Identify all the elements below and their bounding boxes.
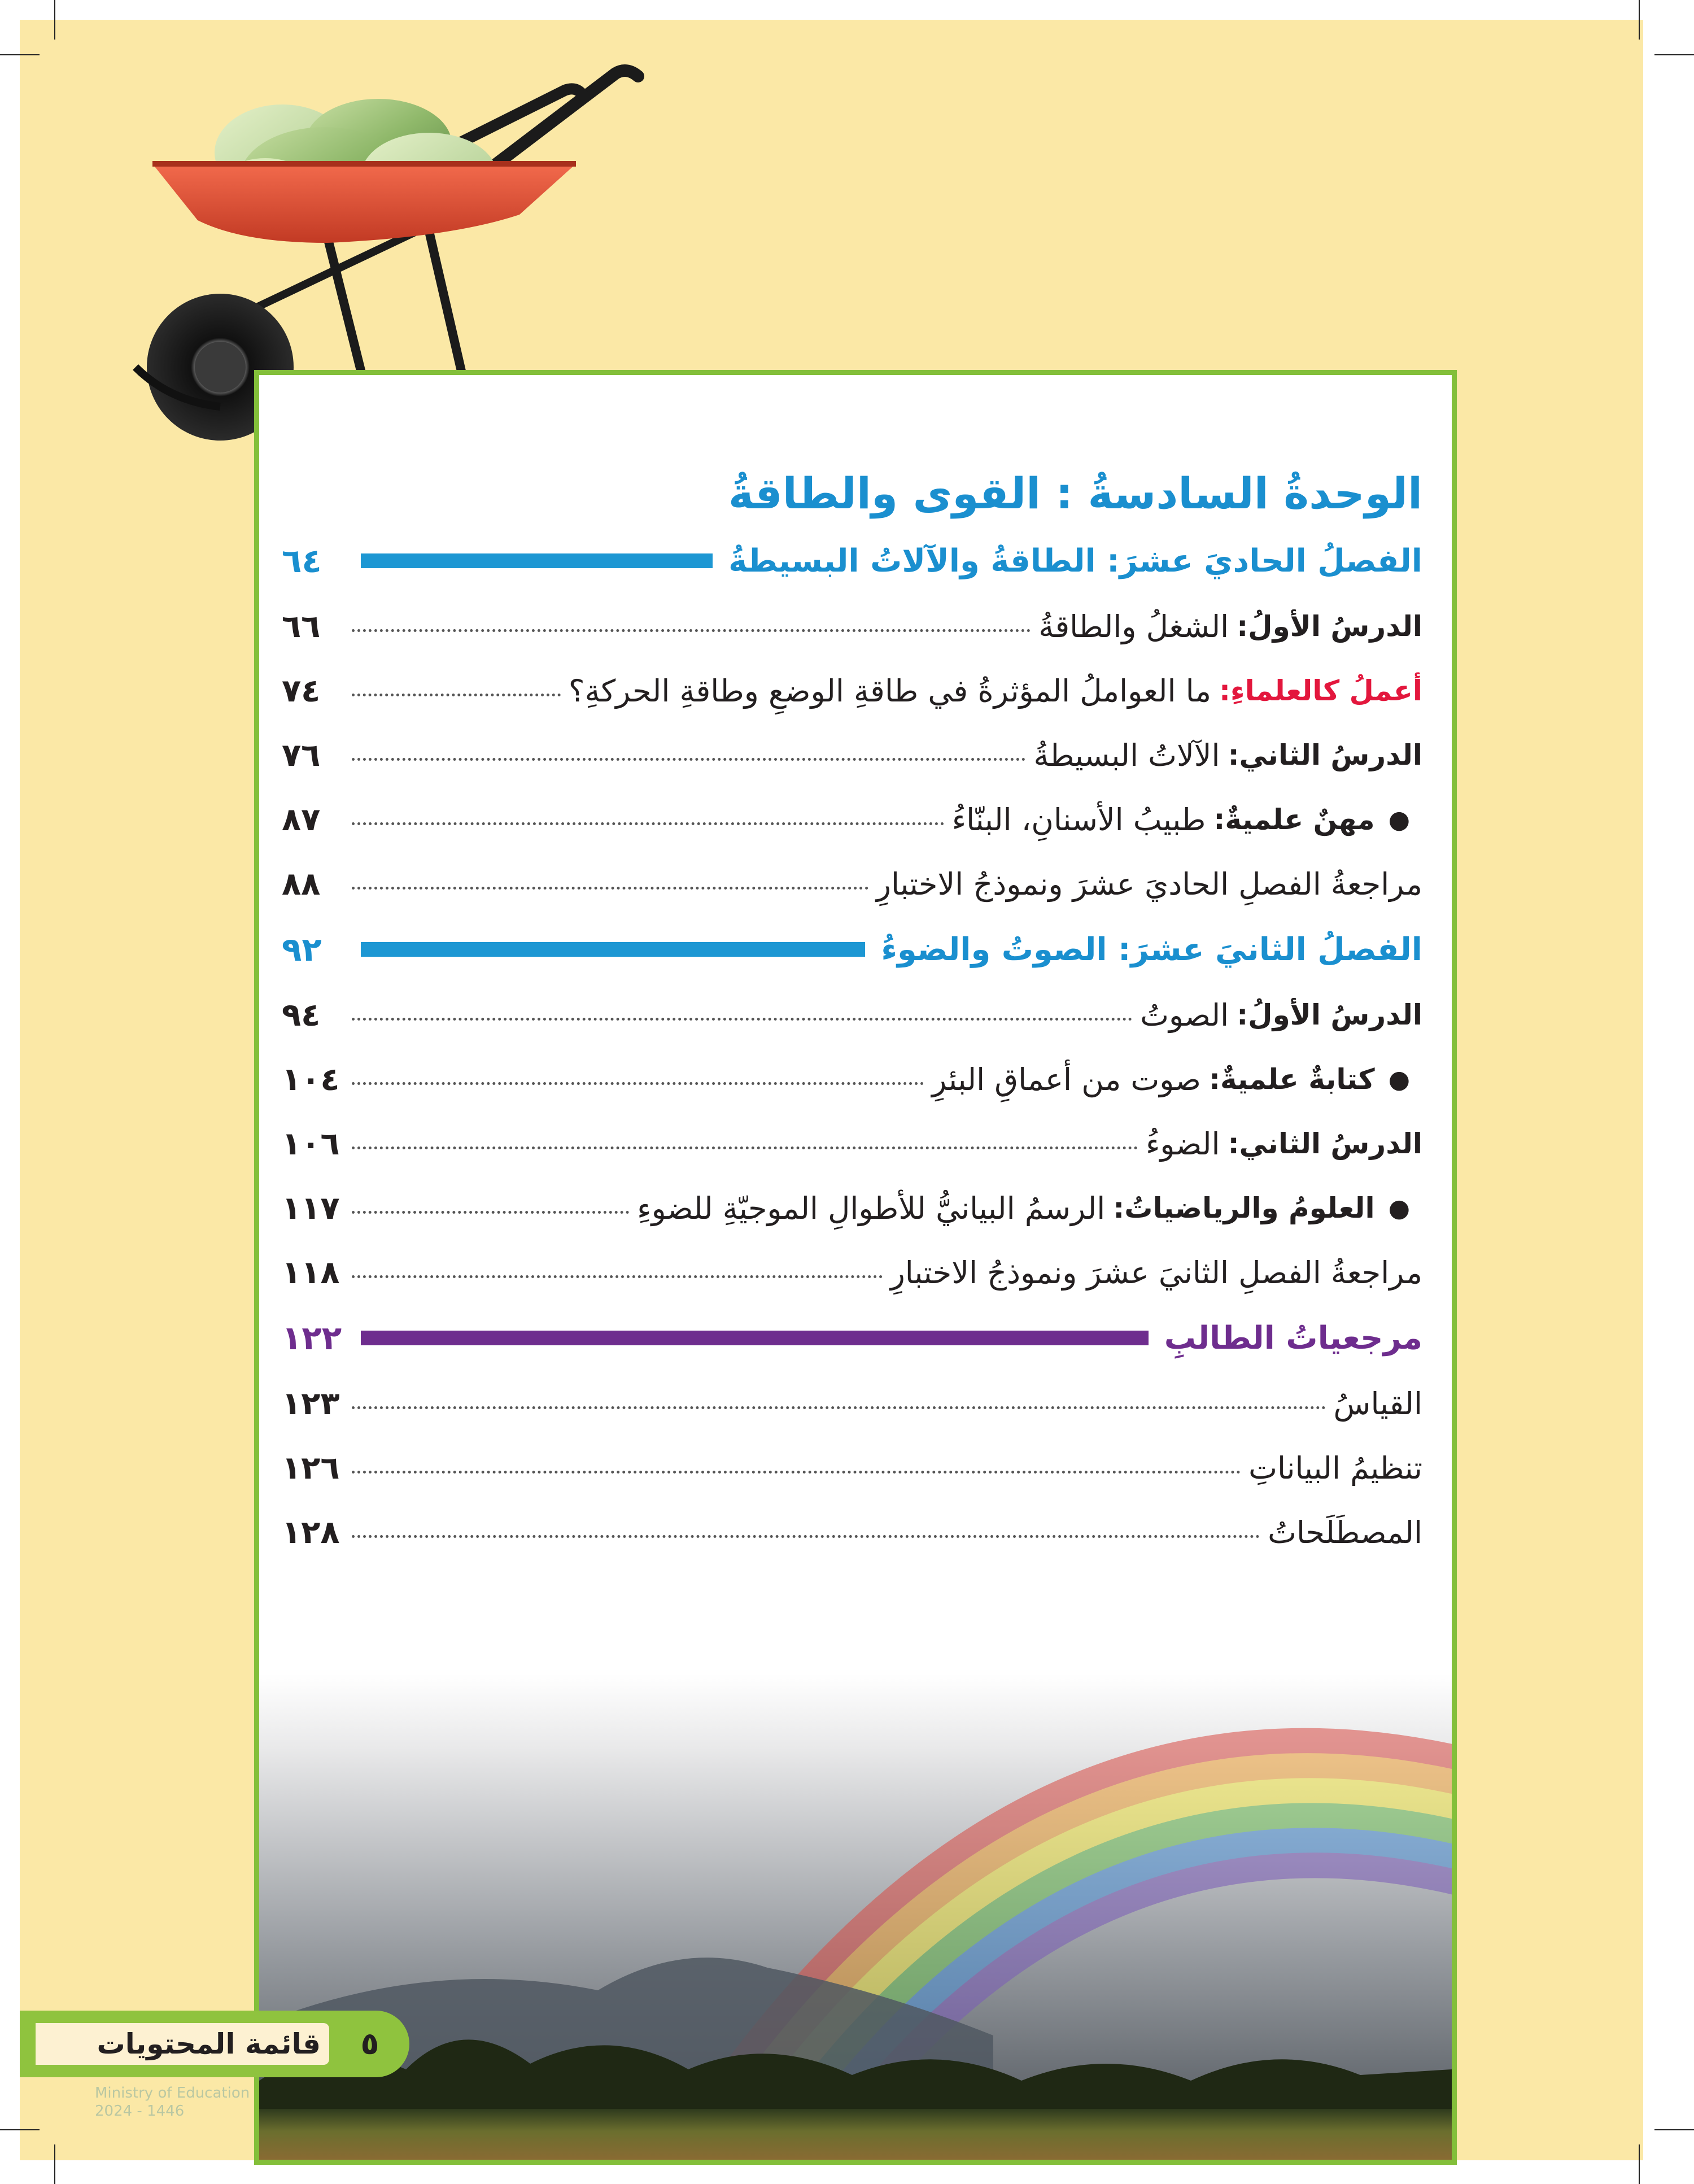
chapter-bar [361,1331,1149,1345]
toc-entry[interactable] [282,983,1422,1047]
crop-mark [1654,54,1694,55]
entry-label: أعملُ كالعلماءِ: [1219,674,1422,707]
dot-leader [352,805,944,825]
bullet-icon: ● [1388,1065,1410,1094]
entry-page: ٨٨ [282,865,321,903]
dot-leader [352,870,868,890]
toc-entry[interactable] [282,723,1422,787]
entry-page: ٧٤ [282,672,321,709]
chapter-page: ٩٢ [282,930,322,969]
crop-mark [1654,2129,1694,2130]
chapter-title: مرجعياتُ الطالبِ [1164,1319,1422,1357]
entry-page: ١٢٣ [282,1385,340,1422]
entry-label: الدرسُ الثاني: [1228,739,1422,771]
toc-entry[interactable] [282,1111,1422,1176]
entry-text: الصوتُ [1140,997,1229,1033]
entry-page: ١٠٤ [282,1061,340,1098]
contents-panel [254,370,1457,2165]
footer-title-box [36,2023,329,2065]
entry-page: ١٠٦ [282,1125,340,1162]
entry-page: ١٢٨ [282,1514,340,1551]
entry-text: المصطَلَحاتُ [1268,1514,1422,1550]
chapter-bar [361,553,713,568]
crop-mark [0,2129,40,2130]
watermark-line: Ministry of Education [95,2085,250,2102]
entry-page: ٨٧ [282,801,321,838]
toc-entry[interactable] [282,1176,1422,1240]
entry-label: الدرسُ الأولُ: [1237,610,1422,643]
crop-mark [1639,0,1640,40]
entry-page: ٩٤ [282,996,321,1034]
dot-leader [352,1001,1132,1021]
footer-tab [20,2011,409,2077]
entry-text: الضوءُ [1145,1126,1220,1162]
entry-page: ٦٦ [282,608,321,645]
toc-entry[interactable] [282,852,1422,916]
dot-leader [352,1454,1241,1474]
entry-label: مهنٌ علميةٌ: [1213,803,1375,836]
entry-text: صوت من أعماقِ البئرِ [932,1061,1201,1097]
chapter-page: ٦٤ [282,542,322,580]
dot-leader [352,1258,883,1278]
toc-entry[interactable] [282,1500,1422,1564]
dot-leader [352,677,561,696]
entry-text: طبيبُ الأسنانِ، البنّاءُ [951,801,1206,838]
footer-title: قائمة المحتويات [97,2028,321,2060]
chapter-heading[interactable] [282,528,1422,594]
dot-leader [352,1518,1260,1538]
dot-leader [352,1130,1138,1149]
entry-text: مراجعةُ الفصلِ الحاديَ عشرَ ونموذجُ الاختبارِ [876,866,1422,902]
watermark-line: 2024 - 1446 [95,2103,185,2120]
dot-leader [352,1194,629,1214]
entry-text: ما العواملُ المؤثرةُ في طاقةِ الوضعِ وطاقةِ الحركةِ؟ [568,673,1212,709]
dot-leader [352,1389,1326,1409]
chapter-heading[interactable] [282,1305,1422,1371]
entry-text: الرسمُ البيانيُّ للأطوالِ الموجيّةِ للضوءِ [637,1190,1106,1226]
table-of-contents [282,460,1422,1564]
crop-mark [54,2144,55,2184]
toc-entry[interactable] [282,1047,1422,1111]
page-number: ٥ [360,2026,379,2061]
unit-title: الوحدةُ السادسةُ : القوى والطاقةُ [728,468,1422,518]
dot-leader [352,612,1031,632]
entry-text: القياسُ [1333,1385,1422,1422]
dot-leader [352,741,1025,761]
entry-text: الشغلُ والطاقةُ [1038,608,1229,644]
chapter-page: ١٢٢ [282,1319,342,1357]
entry-text: مراجعةُ الفصلِ الثانيَ عشرَ ونموذجُ الاختبارِ [890,1254,1422,1291]
crop-mark [0,54,40,55]
chapter-title: الفصلُ الثانيَ عشرَ: الصوتُ والضوءُ [881,931,1422,968]
dot-leader [352,1065,924,1085]
toc-entry[interactable] [282,1436,1422,1500]
entry-page: ١٢٦ [282,1449,340,1486]
rainbow-landscape-photo [259,1674,1452,2165]
entry-page: ١١٨ [282,1254,340,1291]
entry-label: الدرسُ الثاني: [1228,1127,1422,1160]
entry-label: الدرسُ الأولُ: [1237,999,1422,1031]
entry-label: كتابةٌ علميةٌ: [1209,1063,1375,1096]
entry-text: تنظيمُ البياناتِ [1248,1450,1422,1486]
entry-label: العلومُ والرياضياتُ: [1113,1192,1375,1224]
chapter-heading[interactable] [282,916,1422,983]
watermark-text [95,2084,264,2120]
bullet-icon: ● [1388,805,1410,834]
bullet-icon: ● [1388,1193,1410,1223]
entry-text: الآلاتُ البسيطةُ [1033,737,1220,773]
toc-entry[interactable] [282,594,1422,659]
entry-page: ٧٦ [282,736,321,774]
toc-entry[interactable] [282,787,1422,852]
crop-mark [54,0,55,40]
toc-entry[interactable] [282,1240,1422,1305]
toc-entry[interactable] [282,659,1422,723]
crop-mark [1639,2144,1640,2184]
entry-page: ١١٧ [282,1189,340,1227]
chapter-title: الفصلُ الحاديَ عشرَ: الطاقةُ والآلاتُ البسيطةُ [728,542,1422,579]
toc-entry[interactable] [282,1371,1422,1436]
chapter-bar [361,942,865,957]
